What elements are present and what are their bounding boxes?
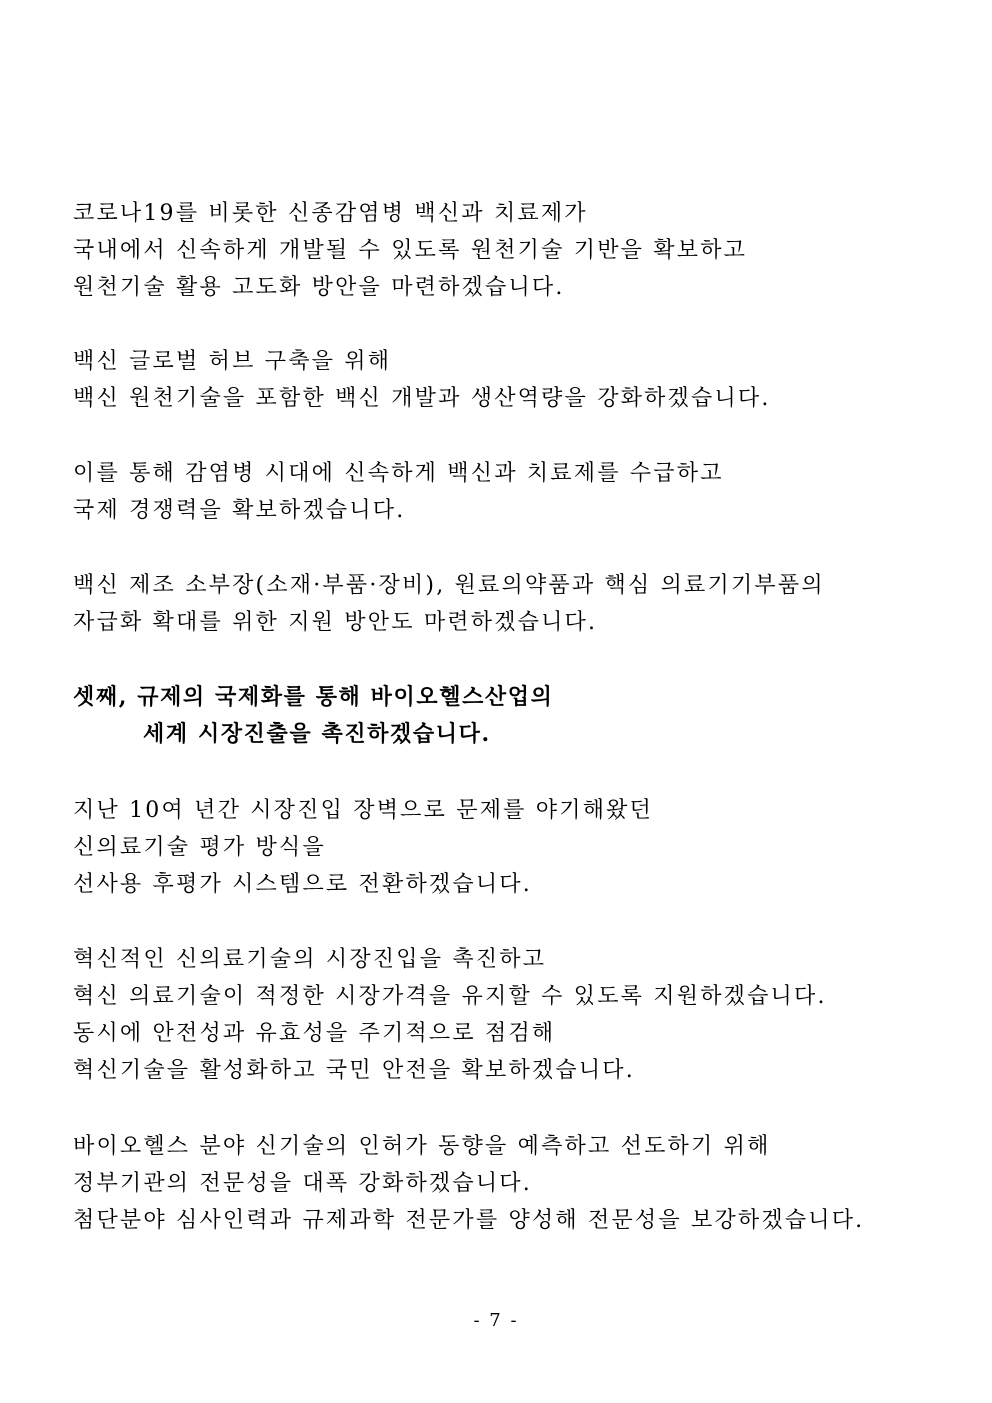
heading-line: 셋째, 규제의 국제화를 통해 바이오헬스산업의 — [73, 684, 554, 710]
text-line: 혁신적인 신의료기술의 시장진입을 촉진하고 — [73, 947, 547, 972]
text-line: 첨단분야 심사인력과 규제과학 전문가를 양성해 전문성을 보강하겠습니다. — [73, 1208, 865, 1233]
text-line: 백신 글로벌 허브 구축을 위해 — [73, 349, 392, 374]
section-heading — [73, 679, 953, 753]
text-line: 자급화 확대를 위한 지원 방안도 마련하겠습니다. — [73, 610, 598, 635]
text-line: 바이오헬스 분야 신기술의 인허가 동향을 예측하고 선도하기 위해 — [73, 1134, 771, 1159]
text-line: 이를 통해 감염병 시대에 신속하게 백신과 치료제를 수급하고 — [73, 461, 724, 486]
paragraph-market-entry — [73, 941, 953, 1089]
text-line: 국내에서 신속하게 개발될 수 있도록 원천기술 기반을 확보하고 — [73, 238, 748, 263]
text-line: 지난 10여 년간 시장진입 장벽으로 문제를 야기해왔던 — [73, 798, 654, 823]
text-line: 코로나19를 비롯한 신종감염병 백신과 치료제가 — [73, 201, 588, 226]
text-line: 신의료기술 평가 방식을 — [73, 835, 326, 860]
paragraph-self-sufficiency — [73, 567, 953, 641]
text-line: 백신 원천기술을 포함한 백신 개발과 생산역량을 강화하겠습니다. — [73, 386, 771, 411]
text-line: 동시에 안전성과 유효성을 주기적으로 점검해 — [73, 1021, 556, 1046]
paragraph-vaccine-hub — [73, 343, 953, 417]
paragraph-competitiveness — [73, 455, 953, 529]
text-line: 정부기관의 전문성을 대폭 강화하겠습니다. — [73, 1171, 532, 1196]
paragraph-vaccine-technology — [73, 195, 953, 306]
paragraph-expertise — [73, 1128, 953, 1239]
paragraph-assessment-system — [73, 792, 953, 903]
page-number: - 7 - — [473, 1310, 519, 1331]
text-line: 국제 경쟁력을 확보하겠습니다. — [73, 498, 406, 523]
heading-line-indented: 세계 시장진출을 촉진하겠습니다. — [143, 721, 491, 747]
text-line: 선사용 후평가 시스템으로 전환하겠습니다. — [73, 872, 532, 897]
text-line: 혁신 의료기술이 적정한 시장가격을 유지할 수 있도록 지원하겠습니다. — [73, 984, 827, 1009]
text-line: 혁신기술을 활성화하고 국민 안전을 확보하겠습니다. — [73, 1058, 635, 1083]
text-line: 백신 제조 소부장(소재·부품·장비), 원료의약품과 핵심 의료기기부품의 — [73, 573, 825, 598]
text-line: 원천기술 활용 고도화 방안을 마련하겠습니다. — [73, 275, 565, 300]
